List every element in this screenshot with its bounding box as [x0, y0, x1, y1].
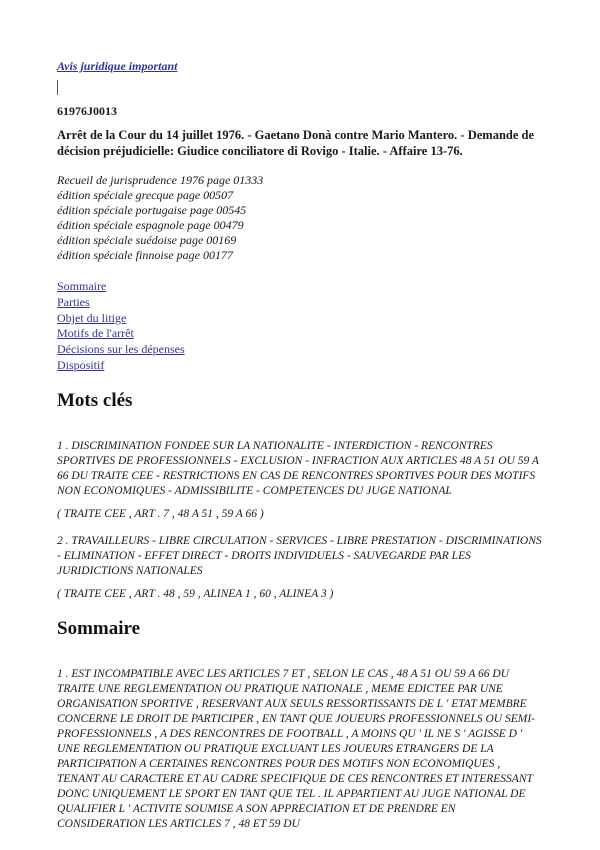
reference-line: édition spéciale espagnole page 00479 — [57, 218, 244, 232]
reference-line: édition spéciale finnoise page 00177 — [57, 248, 233, 262]
reference-line: édition spéciale suédoise page 00169 — [57, 233, 237, 247]
report-references — [57, 173, 544, 263]
reference-line: Recueil de jurisprudence 1976 page 01333 — [57, 173, 264, 187]
summary-paragraph: 1 . EST INCOMPATIBLE AVEC LES ARTICLES 7 ET , SELON LE CAS , 48 A 51 OU 59 A 66 DU TRAITE UNE REGLEMENTATION OU PRATIQUE NATIONALE , MEME EDICTEE PAR UNE ORGANISATION SPORTIVE , RESERVANT AUX SEULS RESSORTISSANTS DE L ' ETAT MEMBRE CONCERNE LE DROIT DE PARTICIPER , EN TANT QUE JOUEURS PROFESSIONNELS OU SEMI-PROFESSIONNELS , A DES RENCONTRES DE FOOTBALL , A MOINS QU ' IL NE S ' AGISSE D ' UNE REGLEMENTATION OU PRATIQUE EXCLUANT LES JOUEURS ETRANGERS DE LA PARTICIPATION A CERTAINES RENCONTRES POUR DES MOTIFS NON ECONOMIQUES , TENANT AU CARACTERE ET AU CADRE SPECIFIQUE DE CES RENCONTRES ET INTERESSANT DONC UNIQUEMENT LE SPORT EN TANT QUE TEL . IL APPARTIENT AU JUGE NATIONAL DE QUALIFIER L ' ACTIVITE SOUMISE A SON APPRECIATION ET DE PRENDRE EN CONSIDERATION LES ARTICLES 7 , 48 ET 59 DU — [57, 667, 535, 830]
reference-line: édition spéciale grecque page 00507 — [57, 188, 234, 202]
keywords-heading: Mots clés — [57, 389, 133, 411]
toc-nav — [57, 279, 544, 374]
celex-number: 61976J0013 — [57, 104, 117, 118]
summary-heading: Sommaire — [57, 617, 141, 639]
document-title: Arrêt de la Cour du 14 juillet 1976. - Gaetano Donà contre Mario Mantero. - Demande de décision préjudicielle: Giudice conciliatore di Rovigo - Italie. - Affaire 13-76. — [57, 128, 535, 158]
toc-link-objet-du-litige[interactable]: Objet du litige — [57, 310, 127, 325]
text-cursor — [57, 80, 58, 95]
toc-link-decisions-sur-les-depenses[interactable]: Décisions sur les dépenses — [57, 342, 185, 357]
toc-link-motifs-de-l-arret[interactable]: Motifs de l'arrêt — [57, 326, 134, 341]
keyword-citation-2: ( TRAITE CEE , ART . 48 , 59 , ALINEA 1 , 60 , ALINEA 3 ) — [57, 587, 334, 600]
keyword-citation-1: ( TRAITE CEE , ART . 7 , 48 A 51 , 59 A 66 ) — [57, 507, 264, 520]
legal-notice-link[interactable]: Avis juridique important — [57, 59, 178, 73]
reference-line: édition spéciale portugaise page 00545 — [57, 203, 247, 217]
toc-link-parties[interactable]: Parties — [57, 294, 90, 309]
toc-link-sommaire[interactable]: Sommaire — [57, 279, 107, 293]
keyword-paragraph-1: 1 . DISCRIMINATION FONDEE SUR LA NATIONALITE - INTERDICTION - RENCONTRES SPORTIVES DE PROFESSIONNELS - EXCLUSION - INFRACTION AUX ARTICLES 48 A 51 OU 59 A 66 DU TRAITE CEE - RESTRICTIONS EN CAS DE RENCONTRES SPORTIVES POUR DES MOTIFS NON ECONOMIQUES - ADMISSIBILITE - COMPETENCES DU JUGE NATIONAL — [57, 439, 539, 497]
toc-link-dispositif[interactable]: Dispositif — [57, 357, 105, 372]
keyword-paragraph-2: 2 . TRAVAILLEURS - LIBRE CIRCULATION - SERVICES - LIBRE PRESTATION - DISCRIMINATIONS - ELIMINATION - EFFET DIRECT - DROITS INDIVIDUELS - SAUVEGARDE PAR LES JURIDICTIONS NATIONALES — [57, 534, 542, 577]
